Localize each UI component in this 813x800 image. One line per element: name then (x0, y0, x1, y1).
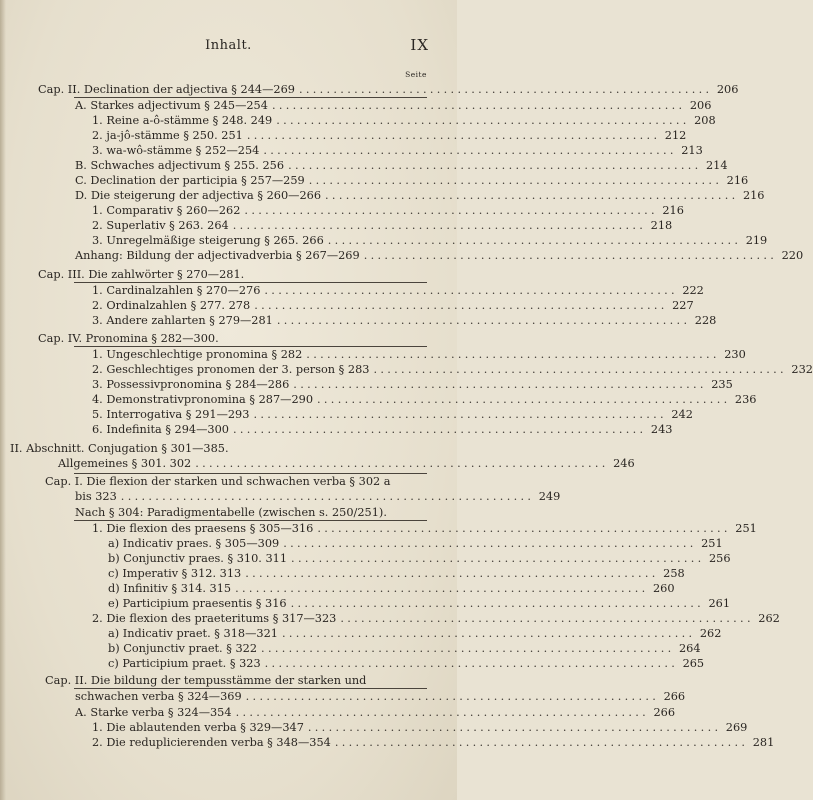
toc-entry-page: 262 (758, 612, 780, 625)
toc-entry-text: 4. Demonstrativpronomina § 287—290 (92, 393, 314, 406)
dot-leader: ............................................................ (276, 314, 691, 327)
toc-entry-page: 212 (664, 129, 687, 142)
toc-entry-page: 208 (694, 114, 716, 127)
dot-leader: ............................................................ (288, 159, 702, 172)
toc-entry-text: schwachen verba § 324—369 (75, 690, 242, 703)
toc-entry-text: A. Starke verba § 324—354 (75, 706, 232, 719)
toc-entry (92, 362, 813, 378)
dot-leader: ............................................................ (261, 642, 675, 655)
toc-entry (38, 331, 427, 347)
toc-entry-page: 242 (671, 408, 693, 421)
toc-entry (92, 347, 746, 363)
toc-entry-text: 1. Reine a-ô-stämme § 248. 249 (92, 114, 273, 127)
toc-entry-text: 2. Geschlechtiges pronomen der 3. person § 283 (92, 363, 370, 376)
toc-entry (92, 298, 694, 314)
dot-leader: ............................................................ (276, 114, 690, 127)
toc-entry-text: Cap. III. Die zahlwörter § 270—281. (38, 268, 245, 281)
toc-entry-page: 264 (678, 642, 701, 655)
dot-leader: ............................................................ (232, 219, 647, 232)
toc-entry-text: A. Starkes adjectivum § 245—254 (75, 99, 268, 112)
page-title: Inhalt. (205, 38, 252, 53)
toc-entry-text: Cap. I. Die flexion der starken und schwachen verba § 302 a (45, 475, 391, 488)
toc-entry-page: 213 (681, 144, 703, 157)
toc-entry-text: II. Abschnitt. Conjugation § 301—385. (10, 442, 229, 455)
toc-entry (92, 735, 775, 751)
dot-leader: ............................................................ (307, 721, 722, 734)
toc-entry-text: Cap. II. Declination der adjectiva § 244—269 (38, 83, 295, 96)
section-rule (74, 473, 427, 474)
toc-entry (10, 441, 427, 457)
toc-entry (75, 188, 765, 204)
dot-leader: ............................................................ (363, 249, 778, 262)
dot-leader: ............................................................ (298, 83, 713, 96)
toc-entry (92, 720, 748, 736)
toc-entry-page: 251 (701, 537, 723, 550)
toc-entry-page: 228 (694, 314, 717, 327)
toc-entry (75, 173, 749, 189)
toc-entry-text: C. Declination der participia § 257—259 (75, 174, 305, 187)
toc-entry-page: 249 (538, 490, 561, 503)
toc-entry (92, 233, 768, 249)
toc-entry-page: 258 (663, 567, 685, 580)
toc-entry-text: 1. Comparativ § 260—262 (92, 204, 241, 217)
dot-leader: ............................................................ (120, 490, 535, 503)
toc-entry (92, 611, 780, 627)
toc-entry-page: 206 (689, 99, 712, 112)
toc-entry-text: c) Participium praet. § 323 (108, 657, 261, 670)
toc-entry-page: 227 (672, 299, 694, 312)
toc-entry (75, 98, 712, 114)
toc-entry-page: 243 (650, 423, 673, 436)
toc-entry (108, 641, 701, 657)
toc-entry-text: B. Schwaches adjectivum § 255. 256 (75, 159, 285, 172)
toc-entry (92, 313, 717, 329)
toc-entry-page: 216 (662, 204, 684, 217)
section-rule (74, 520, 427, 521)
dot-leader: ............................................................ (340, 612, 754, 625)
toc-entry (92, 113, 716, 129)
toc-entry-text: Cap. IV. Pronomina § 282—300. (38, 332, 219, 345)
toc-entry-page: 219 (745, 234, 768, 247)
toc-entry (108, 656, 705, 672)
toc-entry-page: 262 (699, 627, 722, 640)
toc-entry (75, 248, 804, 264)
toc-entry (92, 128, 687, 144)
dot-leader: ............................................................ (245, 690, 660, 703)
dot-leader: ............................................................ (271, 99, 686, 112)
dot-leader: ............................................................ (244, 204, 658, 217)
toc-entry-page: 218 (650, 219, 673, 232)
toc-entry-text: c) Imperativ § 312. 313 (108, 567, 242, 580)
toc-entry-text: a) Indicativ praet. § 318—321 (108, 627, 278, 640)
dot-leader: ............................................................ (308, 174, 723, 187)
dot-leader: ............................................................ (283, 537, 697, 550)
toc-entry-page: 206 (716, 83, 739, 96)
dot-leader: ............................................................ (325, 189, 739, 202)
toc-entry (92, 218, 673, 234)
toc-entry-page: 261 (708, 597, 731, 610)
toc-entry-text: 5. Interrogativa § 291—293 (92, 408, 250, 421)
toc-entry-page: 266 (663, 690, 686, 703)
toc-entry (92, 392, 757, 408)
toc-entry (75, 158, 728, 174)
toc-entry (108, 596, 731, 612)
toc-entry (92, 422, 673, 438)
toc-entry-text: Nach § 304: Paradigmentabelle (zwischen s. 250/251). (75, 506, 387, 519)
toc-entry-page: 220 (781, 249, 804, 262)
toc-entry-text: a) Indicativ praes. § 305—309 (108, 537, 280, 550)
toc-entry (108, 581, 675, 597)
dot-leader: ............................................................ (281, 627, 696, 640)
toc-entry-text: bis 323 (75, 490, 117, 503)
dot-leader: ............................................................ (291, 552, 705, 565)
toc-entry-page: 266 (653, 706, 676, 719)
toc-entry-text: Allgemeines § 301. 302 (58, 457, 192, 470)
dot-leader: ............................................................ (195, 457, 609, 470)
toc-entry-page: 216 (726, 174, 749, 187)
toc-entry (75, 489, 561, 505)
toc-entry-page: 216 (742, 189, 765, 202)
toc-entry-page: 230 (724, 348, 746, 361)
dot-leader: ............................................................ (235, 706, 650, 719)
section-rule (74, 282, 427, 283)
toc-entry-text: d) Infinitiv § 314. 315 (108, 582, 232, 595)
toc-entry-page: 246 (613, 457, 635, 470)
toc-entry-text: 2. Ordinalzahlen § 277. 278 (92, 299, 251, 312)
toc-entry (38, 82, 739, 98)
dot-leader: ............................................................ (245, 567, 659, 580)
toc-entry-text: 2. ja-jô-stämme § 250. 251 (92, 129, 243, 142)
toc-entry-page: 269 (725, 721, 748, 734)
toc-entry-text: Anhang: Bildung der adjectivadverbia § 267—269 (75, 249, 360, 262)
toc-entry (92, 521, 757, 537)
toc-entry (38, 267, 427, 283)
dot-leader: ............................................................ (306, 348, 720, 361)
dot-leader: ............................................................ (317, 393, 731, 406)
toc-entry-text: 1. Die ablautenden verba § 329—347 (92, 721, 304, 734)
toc-entry-text: D. Die steigerung der adjectiva § 260—266 (75, 189, 322, 202)
toc-entry-text: 1. Ungeschlechtige pronomina § 282 (92, 348, 303, 361)
toc-entry (45, 474, 427, 490)
toc-entry-text: e) Participium praesentis § 316 (108, 597, 287, 610)
toc-entry-page: 214 (705, 159, 728, 172)
toc-entry-text: b) Conjunctiv praes. § 310. 311 (108, 552, 288, 565)
toc-entry-page: 232 (791, 363, 813, 376)
section-rule (74, 346, 427, 347)
dot-leader: ............................................................ (264, 284, 678, 297)
dot-leader: ............................................................ (373, 363, 787, 376)
toc-entry-page: 260 (652, 582, 675, 595)
toc-entry-text: 2. Superlativ § 263. 264 (92, 219, 229, 232)
dot-leader: ............................................................ (334, 736, 749, 749)
dot-leader: ............................................................ (246, 129, 661, 142)
toc-entry (75, 505, 427, 521)
toc-entry (108, 626, 722, 642)
toc-entry-text: 3. Andere zahlarten § 279—281 (92, 314, 273, 327)
dot-leader: ............................................................ (293, 378, 707, 391)
toc-entry (92, 143, 703, 159)
dot-leader: ............................................................ (253, 408, 667, 421)
toc-entry (92, 377, 733, 393)
toc-entry-text: Cap. II. Die bildung der tempusstämme der starken und (45, 674, 367, 687)
toc-entry-page: 281 (752, 736, 775, 749)
dot-leader: ............................................................ (327, 234, 742, 247)
toc-entry (45, 673, 427, 689)
toc-entry-page: 222 (682, 284, 704, 297)
toc-entry (92, 407, 693, 423)
toc-entry-page: 251 (735, 522, 757, 535)
dot-leader: ............................................................ (317, 522, 731, 535)
dot-leader: ............................................................ (290, 597, 705, 610)
toc-entry-text: 3. Unregelmäßige steigerung § 265. 266 (92, 234, 324, 247)
toc-entry (108, 551, 731, 567)
toc-entry-text: 3. Possessivpronomina § 284—286 (92, 378, 290, 391)
toc-entry-page: 265 (682, 657, 705, 670)
seite-label: Seite (405, 70, 427, 79)
toc-entry (58, 456, 635, 472)
section-rule (74, 688, 427, 689)
section-rule (74, 97, 427, 98)
dot-leader: ............................................................ (264, 657, 679, 670)
toc-entry (108, 536, 723, 552)
dot-leader: ............................................................ (263, 144, 677, 157)
toc-entry-text: 2. Die flexion des praeteritums § 317—323 (92, 612, 337, 625)
page-number: IX (410, 36, 429, 54)
toc-entry-text: b) Conjunctiv praet. § 322 (108, 642, 258, 655)
dot-leader: ............................................................ (232, 423, 647, 436)
dot-leader: ............................................................ (235, 582, 649, 595)
toc-entry-text: 1. Die flexion des praesens § 305—316 (92, 522, 314, 535)
toc-entry (92, 283, 704, 299)
toc-entry-page: 236 (734, 393, 757, 406)
toc-entry (75, 689, 686, 705)
dot-leader: ............................................................ (254, 299, 668, 312)
toc-entry-text: 1. Cardinalzahlen § 270—276 (92, 284, 261, 297)
toc-entry-text: 2. Die reduplicierenden verba § 348—354 (92, 736, 331, 749)
toc-entry-text: 3. wa-wô-stämme § 252—254 (92, 144, 260, 157)
toc-entry-page: 235 (711, 378, 733, 391)
toc-entry-page: 256 (708, 552, 731, 565)
toc-entry (75, 705, 676, 721)
toc-entry (92, 203, 684, 219)
toc-entry-text: 6. Indefinita § 294—300 (92, 423, 229, 436)
toc-entry (108, 566, 685, 582)
